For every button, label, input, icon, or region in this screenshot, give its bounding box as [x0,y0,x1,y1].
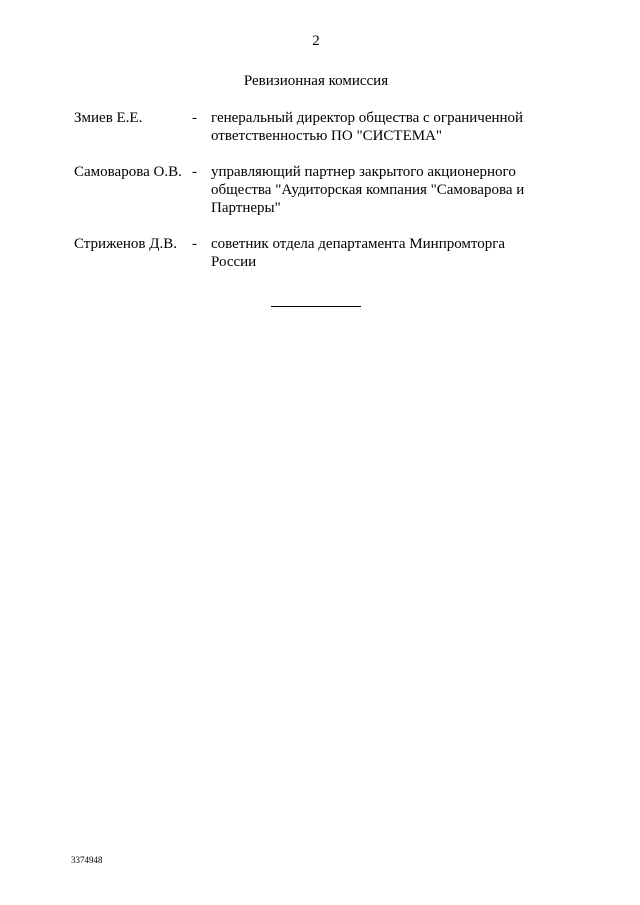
member-role-line: ответственностью ПО "СИСТЕМА" [211,128,443,144]
member-entry [74,109,574,145]
member-name: Змиев Е.Е. [74,110,143,126]
member-name: Самоварова О.В. [74,164,182,180]
member-entry [74,163,574,217]
section-title: Ревизионная комиссия [243,73,389,89]
end-rule [271,306,361,307]
member-role [211,109,541,145]
page-number: 2 [312,33,320,49]
member-dash: - [192,164,197,180]
member-entry [74,235,574,271]
member-role-line: советник отдела департамента Минпромторга России [211,236,506,270]
member-name: Стриженов Д.В. [74,236,177,252]
member-role-line: управляющий партнер закрытого акционерного [211,164,516,180]
member-role [211,163,541,217]
member-dash: - [192,110,197,126]
member-role [211,235,541,271]
member-role-line: общества "Аудиторская компания "Самоварова и [211,182,525,198]
member-role-line: генеральный директор общества с ограниченной [211,110,524,126]
member-role-line: Партнеры" [211,200,281,216]
member-list [74,109,574,289]
member-dash: - [192,236,197,252]
document-code: 3374948 [71,855,103,865]
